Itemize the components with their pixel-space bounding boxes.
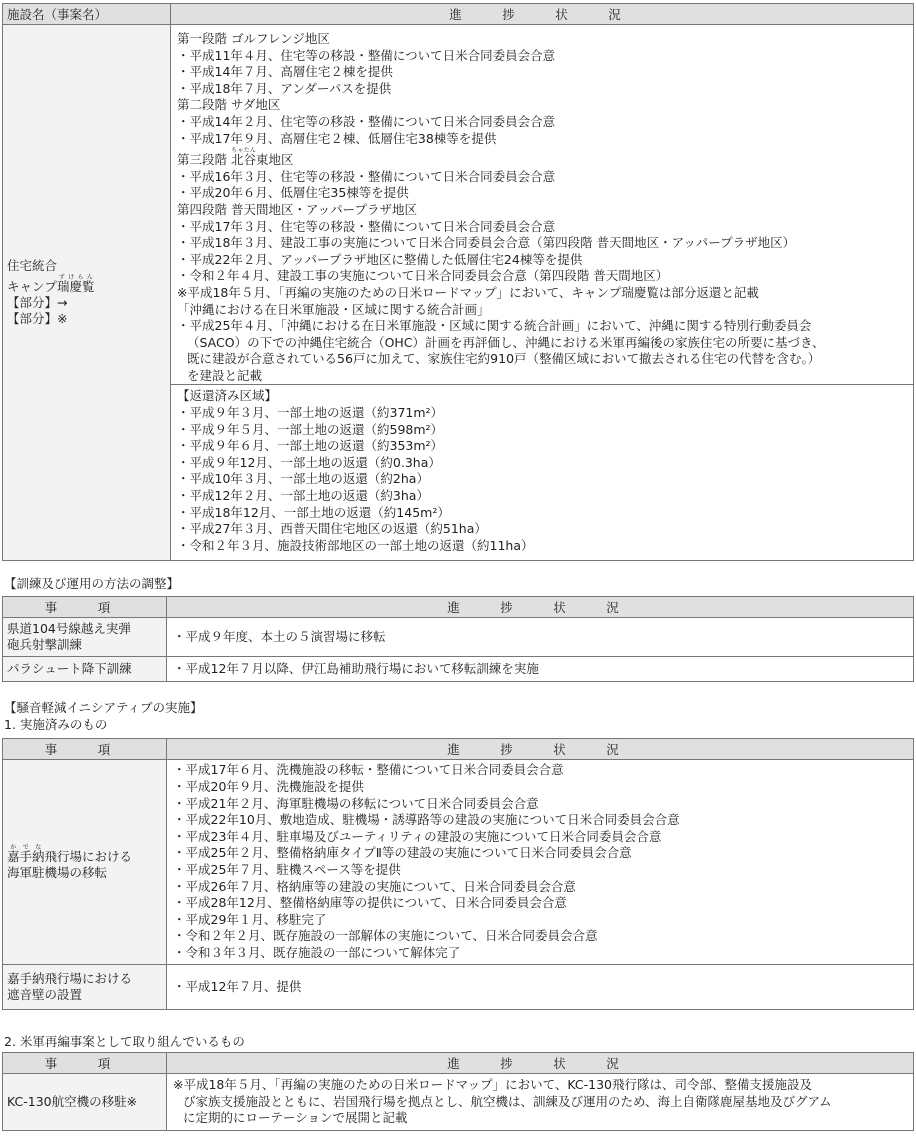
progress-cell: ・平成17年６月、洗機施設の移転・整備について日米合同委員会合意 ・平成20年９月、洗機施設を提供 ・平成21年２月、海軍駐機場の移転について日米合同委員会合意 ・平成22年10月、敷地造成、駐機場・誘導路等の建設の実施について日米合同委員会合意 ・平成23年４月、駐車場及びユーティリティの建設の実施について日米合同委員会合意 ・平成25年２月、整備格納庫タイプⅡ等の建設の実施について日米合同委員会合意 ・平成25年７月、駐機スペース等を提供 ・平成26年７月、格納庫等の建設の実施について、日米合同委員会合意 ・平成28年12月、整備格納庫等の提供について、日米合同委員会合意 ・平成29年１月、移駐完了 ・令和２年２月、既存施設の一部解体の実施について、日米合同委員会合意 ・令和３年３月、既存施設の一部について解体完了 bbox=[167, 760, 914, 965]
header-progress: 進 捗 状 況 bbox=[167, 739, 914, 760]
item-cell: パラシュート降下訓練 bbox=[3, 657, 167, 682]
section-training-heading: 【訓練及び運用の方法の調整】 bbox=[4, 576, 180, 591]
header-item: 事 項 bbox=[3, 597, 167, 618]
header-progress: 進 捗 状 況 bbox=[167, 597, 914, 618]
progress-cell: ・平成12年７月以降、伊江島補助飛行場において移転訓練を実施 bbox=[167, 657, 914, 682]
header-facility-name: 施設名（事案名） bbox=[3, 4, 171, 25]
progress-returned-cell: 【返還済み区域】 ・平成９年３月、一部土地の返還（約371m²） ・平成９年５月、一部土地の返還（約598m²） ・平成９年６月、一部土地の返還（約353m²） ・平成９年12月、一部土地の返還（約0.3ha） ・平成10年３月、一部土地の返還（約2ha） ・平成12年２月、一部土地の返還（約3ha） ・平成18年12月、一部土地の返還（約145m²） ・平成27年３月、西普天間住宅地区の返還（約51ha） ・令和２年３月、施設技術部地区の一部土地の返還（約11ha） bbox=[171, 385, 914, 561]
header-item: 事 項 bbox=[3, 739, 167, 760]
item-cell: 嘉手納かでな飛行場における 海軍駐機場の移転 bbox=[3, 760, 167, 965]
item-cell: 嘉手納飛行場における 遮音壁の設置 bbox=[3, 965, 167, 1010]
table-noise-completed bbox=[2, 738, 914, 1010]
item-cell: 県道104号線越え実弾 砲兵射撃訓練 bbox=[3, 618, 167, 657]
item-cell: KC-130航空機の移駐※ bbox=[3, 1074, 167, 1131]
section-noise-subheading: 1. 実施済みのもの bbox=[4, 717, 108, 732]
facility-name-cell: 住宅統合 キャンプ瑞慶覧ずけらん 【部分】→ 【部分】※ bbox=[3, 25, 171, 561]
progress-cell: ・平成12年７月、提供 bbox=[167, 965, 914, 1010]
table-facility-progress bbox=[2, 3, 914, 561]
table-training bbox=[2, 596, 914, 682]
section-noise-heading: 【騒音軽減イニシアティブの実施】 bbox=[4, 700, 203, 715]
progress-cell: ※平成18年５月、「再編の実施のための日米ロードマップ」において、KC-130飛行隊は、司令部、整備支援施設及 び家族支援施設とともに、岩国飛行場を拠点とし、航空機は、訓練及び運用のため、海上自衛隊鹿屋基地及びグアム に定期的にローテーションで展開と記載 bbox=[167, 1074, 914, 1131]
table-realignment bbox=[2, 1052, 914, 1131]
header-item: 事 項 bbox=[3, 1053, 167, 1074]
header-progress: 進 捗 状 況 bbox=[171, 4, 914, 25]
header-progress: 進 捗 状 況 bbox=[167, 1053, 914, 1074]
progress-cell: ・平成９年度、本土の５演習場に移転 bbox=[167, 618, 914, 657]
progress-upper-cell: 第一段階 ゴルフレンジ地区 ・平成11年４月、住宅等の移設・整備について日米合同委員会合意 ・平成14年７月、高層住宅２棟を提供 ・平成18年７月、アンダーパスを提供 第二段階 サダ地区 ・平成14年２月、住宅等の移設・整備について日米合同委員会合意 ・平成17年９月、高層住宅２棟、低層住宅38棟等を提供 第三段階 北谷ちゃたん東地区 ・平成16年３月、住宅等の移設・整備について日米合同委員会合意 ・平成20年６月、低層住宅35棟等を提供 第四段階 普天間地区・アッパープラザ地区 ・平成17年３月、住宅等の移設・整備について日米合同委員会合意 ・平成18年３月、建設工事の実施について日米合同委員会合意（第四段階 普天間地区・アッパープラザ地区） ・平成22年２月、アッパープラザ地区に整備した低層住宅24棟等を提供 ・令和２年４月、建設工事の実施について日米合同委員会合意（第四段階 普天間地区） ※平成18年５月、「再編の実施のための日米ロードマップ」において、キャンプ瑞慶覧は部分返還と記載 「沖縄における在日米軍施設・区域に関する統合計画」 ・平成25年４月、「沖縄における在日米軍施設・区域に関する統合計画」において、沖縄に関する特別行動委員会 （SACO）の下での沖縄住宅統合（OHC）計画を再評価し、沖縄における米軍再編後の家族住宅の所要に基づき、 既に建設が合意されている56戸に加えて、家族住宅約910戸（整備区域において撤去される住宅の代替を含む。） を建設と記載 bbox=[171, 25, 914, 385]
section-realignment-subheading: 2. 米軍再編事案として取り組んでいるもの bbox=[4, 1034, 245, 1049]
